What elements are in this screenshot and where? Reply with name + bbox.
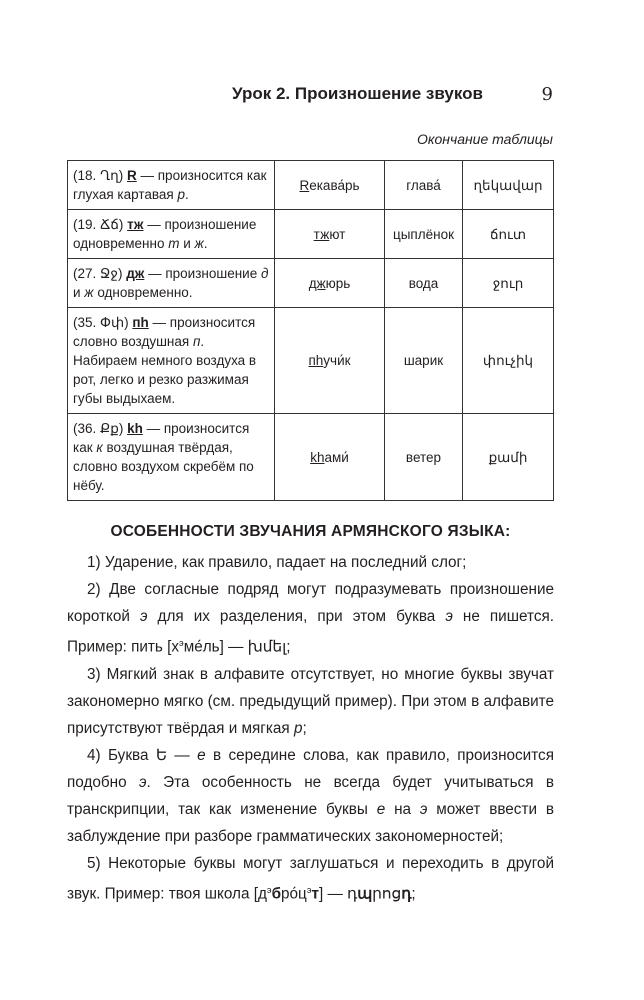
sound-description xyxy=(68,259,275,308)
armenian-word xyxy=(463,414,554,501)
text-run: тж xyxy=(127,217,144,232)
text-run: э xyxy=(445,608,453,625)
text-run: пh xyxy=(132,315,149,330)
list-item xyxy=(67,549,554,576)
text-run: т xyxy=(311,885,319,902)
transcription xyxy=(275,414,385,501)
chapter-title: Урок 2. Произношение звуков xyxy=(232,84,483,103)
text-run: ; xyxy=(411,885,416,902)
body-text xyxy=(67,549,554,907)
text-run: д xyxy=(260,266,269,281)
text-run: kh xyxy=(127,421,143,436)
text-run: е xyxy=(197,746,206,764)
translation: вода xyxy=(385,259,463,308)
text-run: (19. Ճճ) xyxy=(73,217,128,232)
text-run: 1) Ударение, как правило, падает на последний слог; xyxy=(87,554,467,571)
pronunciation-table xyxy=(67,160,554,501)
text-run: р xyxy=(177,187,185,202)
text-run: ճուտ xyxy=(489,226,527,242)
text-run: . Эта особенность не всегда будет учитываться в транскрипции, так как изменение буквы xyxy=(67,773,554,818)
text-run: ք xyxy=(488,449,498,465)
text-run: б xyxy=(271,885,282,902)
text-run: պ xyxy=(357,885,373,902)
section-heading: ОСОБЕННОСТИ ЗВУЧАНИЯ АРМЯНСКОГО ЯЗЫКА: xyxy=(110,523,511,540)
table-row xyxy=(68,161,554,210)
text-run: . xyxy=(203,236,208,251)
text-run: ме́ль] — խմել; xyxy=(183,638,291,656)
text-run: ж xyxy=(84,285,94,300)
text-run: юрь xyxy=(325,275,351,291)
text-run: р xyxy=(293,719,303,737)
text-run: э xyxy=(306,884,312,895)
armenian-word xyxy=(463,259,554,308)
text-run: ամի xyxy=(497,449,528,465)
sound-description xyxy=(68,210,275,259)
text-run: — произносится словно воздушная xyxy=(73,315,256,349)
transcription xyxy=(275,259,385,308)
text-run: дж xyxy=(308,275,326,291)
table-row xyxy=(68,210,554,259)
sound-description xyxy=(68,414,275,501)
text-run: дж xyxy=(126,266,145,281)
text-run: փուչիկ xyxy=(482,353,534,368)
sound-description xyxy=(68,308,275,414)
text-run: ղեկավար xyxy=(473,177,543,193)
page-number: 9 xyxy=(541,84,553,105)
list-item xyxy=(67,576,554,661)
text-run: не пишется. Пример: пить [х xyxy=(67,608,554,656)
sound-description xyxy=(68,161,275,210)
transcription xyxy=(275,161,385,210)
text-run: րոց xyxy=(372,885,402,902)
translation: цыплёнок xyxy=(385,210,463,259)
text-run: к xyxy=(96,440,103,455)
list-item xyxy=(67,661,554,742)
text-run: — произносится как xyxy=(73,421,250,455)
text-run: э xyxy=(140,608,148,625)
text-run: воздушная твёрдая, словно воздухом скребём по нёбу. xyxy=(73,440,254,493)
text-run: для их разделения, при этом буква xyxy=(147,608,446,625)
transcription xyxy=(275,308,385,414)
table-row xyxy=(68,308,554,414)
text-run: п xyxy=(192,334,201,349)
text-run: на xyxy=(385,800,420,818)
text-run: э xyxy=(179,638,184,648)
text-run: тж xyxy=(313,226,330,242)
table-caption: Окончание таблицы xyxy=(416,131,553,147)
armenian-word xyxy=(463,210,554,259)
text-run: — произношение xyxy=(144,266,261,281)
text-run: 3) Мягкий знак в алфавите отсутствует, но многие буквы звучат закономерно мягко (см. предыдущий пример). При этом в алфавите присутствуют твёрдая и мягкая xyxy=(67,665,554,737)
text-run: (18. Ղղ) xyxy=(73,168,127,183)
text-run: в середине слова, как правило, произносится подобно xyxy=(67,746,554,791)
text-run: ж xyxy=(194,236,204,251)
text-run: учи́к xyxy=(323,353,351,368)
text-run: т xyxy=(168,236,180,251)
armenian-word xyxy=(463,161,554,210)
text-run: 4) Буква Ե — xyxy=(87,746,198,764)
text-run: пh xyxy=(308,353,324,368)
text-run: R xyxy=(127,168,137,183)
text-run: ро́ц xyxy=(281,885,307,902)
text-run: и xyxy=(179,236,195,251)
text-run: — произносится как глухая картавая xyxy=(73,168,267,202)
table-row xyxy=(68,259,554,308)
text-run: kh xyxy=(310,449,325,465)
text-run: (35. Փփ) xyxy=(73,315,133,330)
text-run: и xyxy=(73,285,85,300)
text-run: е xyxy=(376,800,386,818)
running-header xyxy=(67,84,553,112)
text-run: — произношение одновременно xyxy=(73,217,257,251)
text-run: может ввести в заблуждение при разборе грамматических закономерностей; xyxy=(67,800,554,845)
text-run: . xyxy=(185,187,189,202)
armenian-word xyxy=(463,308,554,414)
text-run: 5) Некоторые буквы могут заглушаться и переходить в другой звук. Пример: твоя школа [д xyxy=(67,854,554,902)
text-run: ] — դ xyxy=(319,885,358,902)
text-run: э xyxy=(266,884,272,895)
text-run: ами́ xyxy=(324,449,349,465)
text-run: ; xyxy=(302,719,307,737)
translation: ветер xyxy=(385,414,463,501)
text-run: 2) Две согласные подряд могут подразумевать произношение короткой xyxy=(67,581,554,625)
text-run: . Набираем немного воздуха в рот, легко и резко разжимая губы выдыхаем. xyxy=(73,334,257,406)
text-run: (27. Ջջ) xyxy=(73,266,127,281)
text-run: R xyxy=(299,177,310,193)
text-run: э xyxy=(139,773,147,791)
text-run: одновременно. xyxy=(93,285,193,300)
text-run: դ xyxy=(401,885,412,902)
text-run: ջուր xyxy=(492,275,524,291)
list-item xyxy=(67,742,554,850)
transcription xyxy=(275,210,385,259)
table-row xyxy=(68,414,554,501)
list-item xyxy=(67,850,554,908)
translation: шарик xyxy=(385,308,463,414)
text-run: ют xyxy=(329,226,346,242)
text-run: (36. Քք) xyxy=(73,421,128,436)
translation: глава́ xyxy=(385,161,463,210)
text-run: екава́рь xyxy=(309,177,360,193)
page-content xyxy=(67,160,554,907)
text-run: э xyxy=(419,800,428,818)
